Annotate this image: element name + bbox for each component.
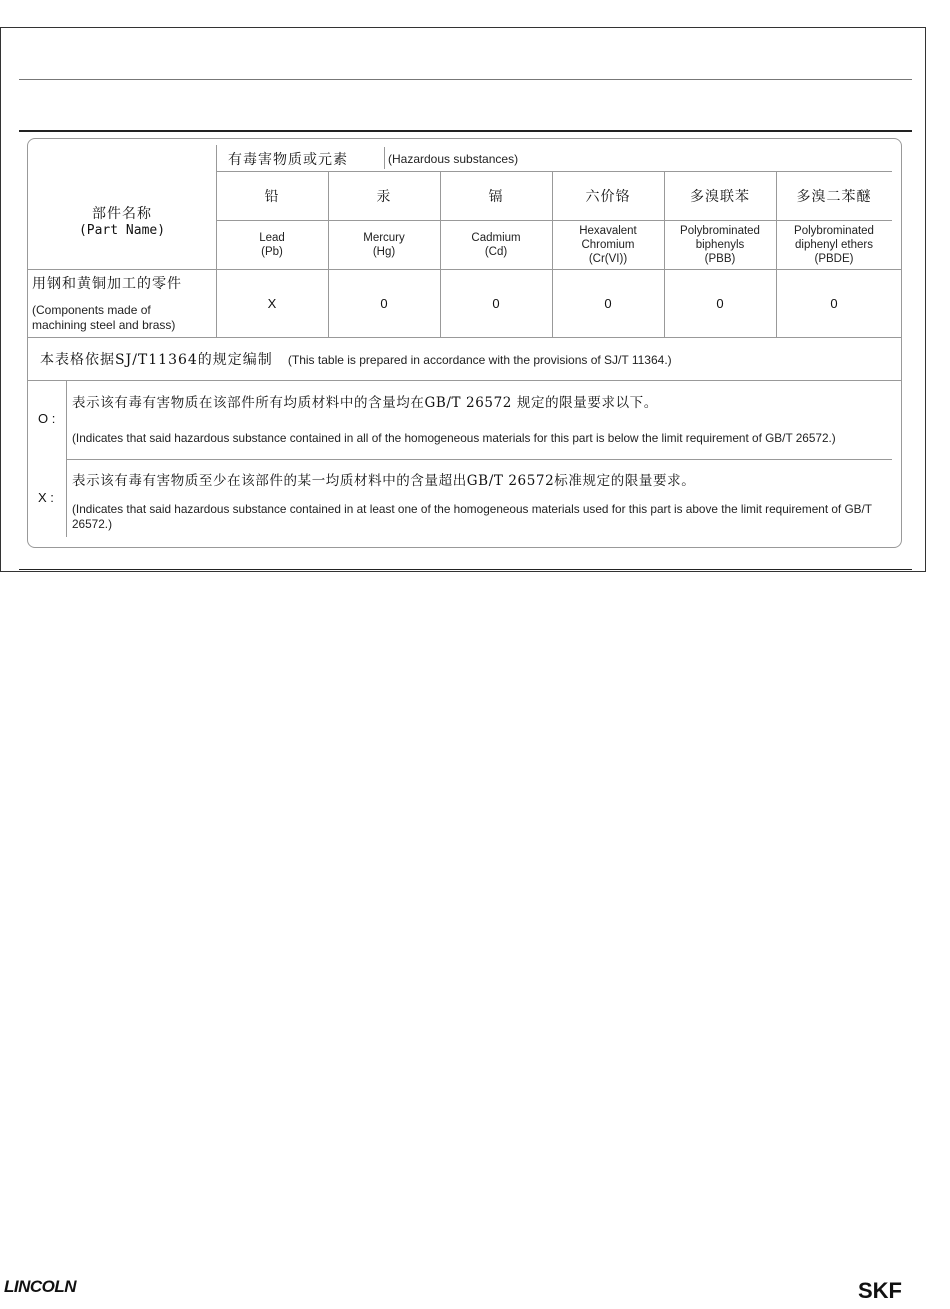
hazard-header-en: (Hazardous substances) <box>388 152 519 166</box>
grid-line <box>28 337 902 338</box>
header-rule-thick <box>19 130 912 132</box>
part-name-en: (Part Name) <box>78 222 166 238</box>
header-rule-thin <box>19 79 912 80</box>
substance-en-lead: Lead (Pb) <box>259 232 285 258</box>
substance-cn-pbde: 多溴二苯醚 <box>796 189 872 205</box>
grid-line <box>66 381 67 537</box>
value-cadmium: 0 <box>492 296 500 311</box>
legend-x-cn: 表示该有毒有害物质至少在该部件的某一均质材料中的含量超出GB/T 26572标准规定的限量要求。 <box>72 473 696 489</box>
skf-logo: SKF <box>858 1278 902 1303</box>
part-row-cn: 用钢和黄铜加工的零件 <box>32 276 182 292</box>
value-lead: X <box>267 296 277 311</box>
substance-cn-chromium: 六价铬 <box>585 189 631 205</box>
substance-cn-pbb: 多溴联苯 <box>690 189 750 205</box>
legend-o-symbol: O : <box>38 411 56 426</box>
grid-line <box>28 380 902 381</box>
substance-en-pbde: Polybrominated diphenyl ethers (PBDE) <box>794 225 874 265</box>
legend-o-cn: 表示该有毒有害物质在该部件所有均质材料中的含量均在GB/T 26572 规定的限量要求以下。 <box>72 395 658 411</box>
lincoln-logo: LINCOLN <box>4 1277 77 1296</box>
part-name-header <box>28 171 216 269</box>
substance-en-chromium: Hexavalent Chromium (Cr(VI)) <box>579 225 637 265</box>
substance-cn-lead: 铅 <box>264 189 280 205</box>
part-row-en1: (Components made of <box>32 303 151 317</box>
standard-note-en: (This table is prepared in accordance with the provisions of SJ/T 11364.) <box>287 353 672 367</box>
hazard-header-cn: 有毒害物质或元素 <box>228 152 348 168</box>
document-frame <box>0 27 926 572</box>
standard-note-cn: 本表格依据SJ/T11364的规定编制 <box>40 352 273 368</box>
value-chromium: 0 <box>604 296 612 311</box>
substance-en-pbb: Polybrominated biphenyls (PBB) <box>680 225 760 265</box>
part-row-en2: machining steel and brass) <box>32 318 176 332</box>
standard-note <box>40 349 672 369</box>
substance-cn-cadmium: 镉 <box>488 189 504 205</box>
value-mercury: 0 <box>380 296 388 311</box>
legend-x-en: (Indicates that said hazardous substance contained in at least one of the homogeneous materials used for this part is above the limit requirement of GB/T 26572.) <box>72 502 872 531</box>
substance-cn-mercury: 汞 <box>376 189 392 205</box>
legend-o-en: (Indicates that said hazardous substance contained in all of the homogeneous materials for this part is below the limit requirement of GB/T 26572.) <box>72 431 836 445</box>
substance-en-cadmium: Cadmium (Cd) <box>471 232 521 258</box>
part-row-label <box>32 273 214 333</box>
legend-x-symbol: X : <box>38 490 54 505</box>
value-pbde: 0 <box>830 296 838 311</box>
footer-rule <box>19 569 912 570</box>
grid-line <box>384 147 385 169</box>
part-name-cn: 部件名称 <box>92 205 152 222</box>
value-pbb: 0 <box>716 296 724 311</box>
substance-en-mercury: Mercury (Hg) <box>363 232 405 258</box>
grid-line <box>66 459 892 460</box>
rohs-table <box>27 138 902 548</box>
